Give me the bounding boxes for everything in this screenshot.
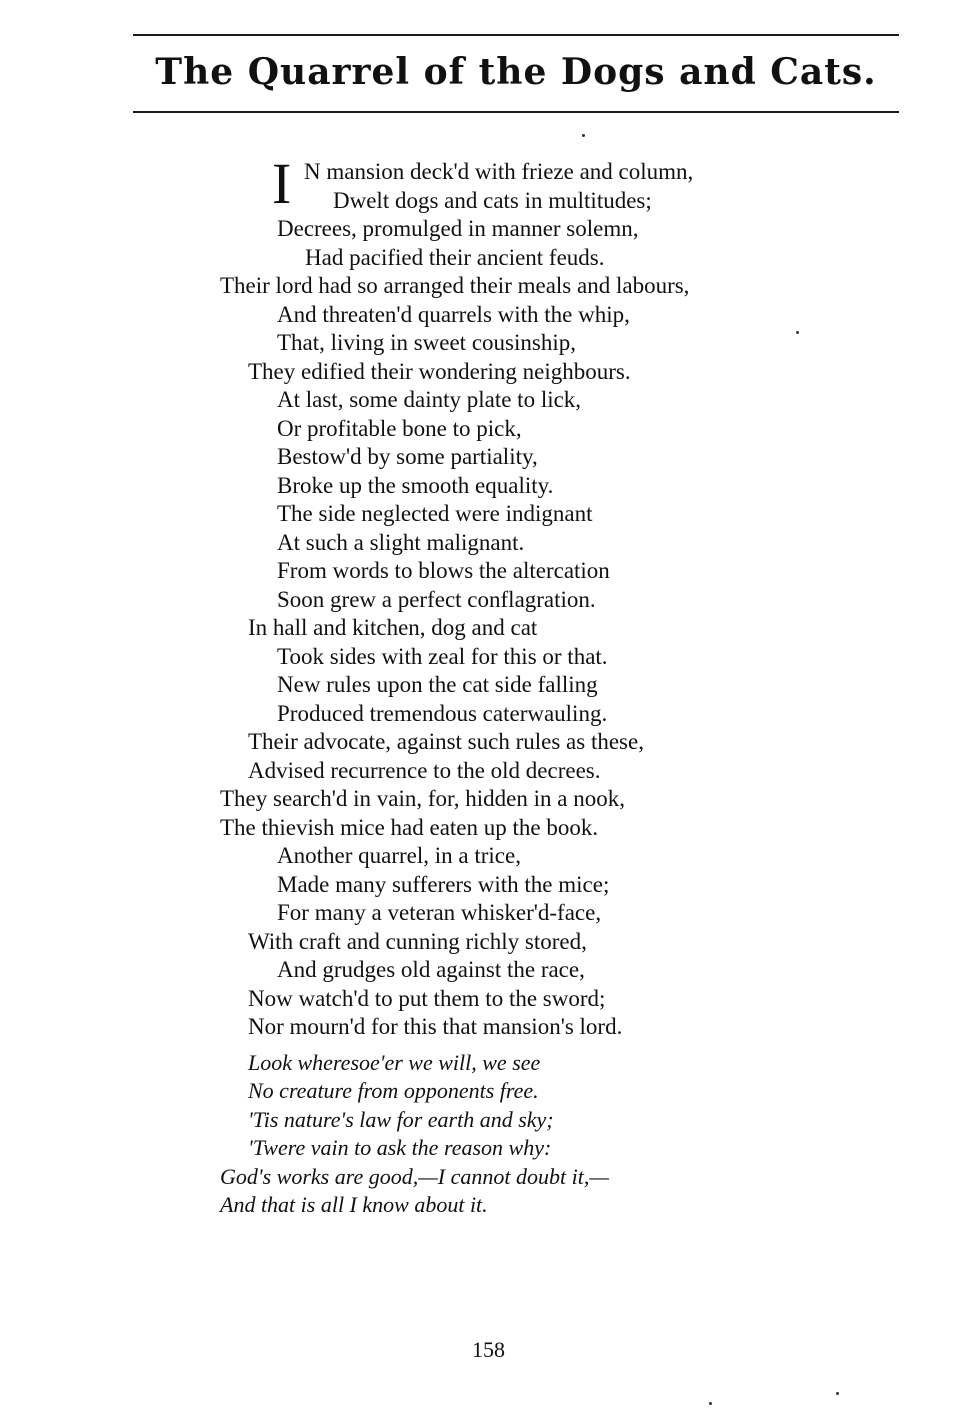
poem-line: Their lord had so arranged their meals and labours, [220,273,690,298]
scan-speck [836,1392,839,1395]
poem-line: They edified their wondering neighbours. [248,359,631,384]
poem-line: Now watch'd to put them to the sword; [248,986,606,1011]
page-title: The Quarrel of the Dogs and Cats. [155,51,877,93]
poem-line: Broke up the smooth equality. [277,473,554,498]
poem-line: Decrees, promulged in manner solemn, [277,216,639,241]
poem-line: Soon grew a perfect conflagration. [277,587,596,612]
poem-line: Took sides with zeal for this or that. [277,644,608,669]
poem-line: With craft and cunning richly stored, [248,929,587,954]
poem-line: That, living in sweet cousinship, [277,330,576,355]
poem-line: Bestow'd by some partiality, [277,444,538,469]
moral-line: 'Twere vain to ask the reason why: [248,1135,552,1160]
poem-line: Nor mourn'd for this that mansion's lord. [248,1014,623,1039]
poem-line: Made many sufferers with the mice; [277,872,610,897]
scan-speck [709,1402,712,1405]
poem-line: From words to blows the altercation [277,558,610,583]
poem-line: At last, some dainty plate to lick, [277,387,582,412]
poem-line: Advised recurrence to the old decrees. [248,758,601,783]
poem-line: Had pacified their ancient feuds. [305,245,605,270]
poem-line: They search'd in vain, for, hidden in a nook, [220,786,625,811]
poem-line: N mansion deck'd with frieze and column, [304,159,694,184]
drop-cap: I [272,151,292,216]
moral-line: 'Tis nature's law for earth and sky; [248,1107,554,1132]
poem-line: Another quarrel, in a trice, [277,843,521,868]
moral-line: No creature from opponents free. [248,1078,539,1103]
poem-line: And threaten'd quarrels with the whip, [277,302,630,327]
poem-line: In hall and kitchen, dog and cat [248,615,538,640]
moral-line: God's works are good,—I cannot doubt it,— [220,1164,609,1189]
poem-line: And grudges old against the race, [277,957,585,982]
poem-line: Or profitable bone to pick, [277,416,522,441]
poem-line: New rules upon the cat side falling [277,672,598,697]
moral-line: Look wheresoe'er we will, we see [248,1050,541,1075]
moral-line: And that is all I know about it. [220,1192,488,1217]
poem-line: Their advocate, against such rules as these, [248,729,644,754]
poem-line: At such a slight malignant. [277,530,525,555]
poem-line: For many a veteran whisker'd-face, [277,900,602,925]
scan-speck [796,331,799,334]
poem-line: Dwelt dogs and cats in multitudes; [333,188,652,213]
page-number: 158 [472,1337,505,1362]
poem-line: The thievish mice had eaten up the book. [220,815,599,840]
poem-line: Produced tremendous caterwauling. [277,701,608,726]
scan-speck [582,134,585,137]
poem-line: The side neglected were indignant [277,501,593,526]
